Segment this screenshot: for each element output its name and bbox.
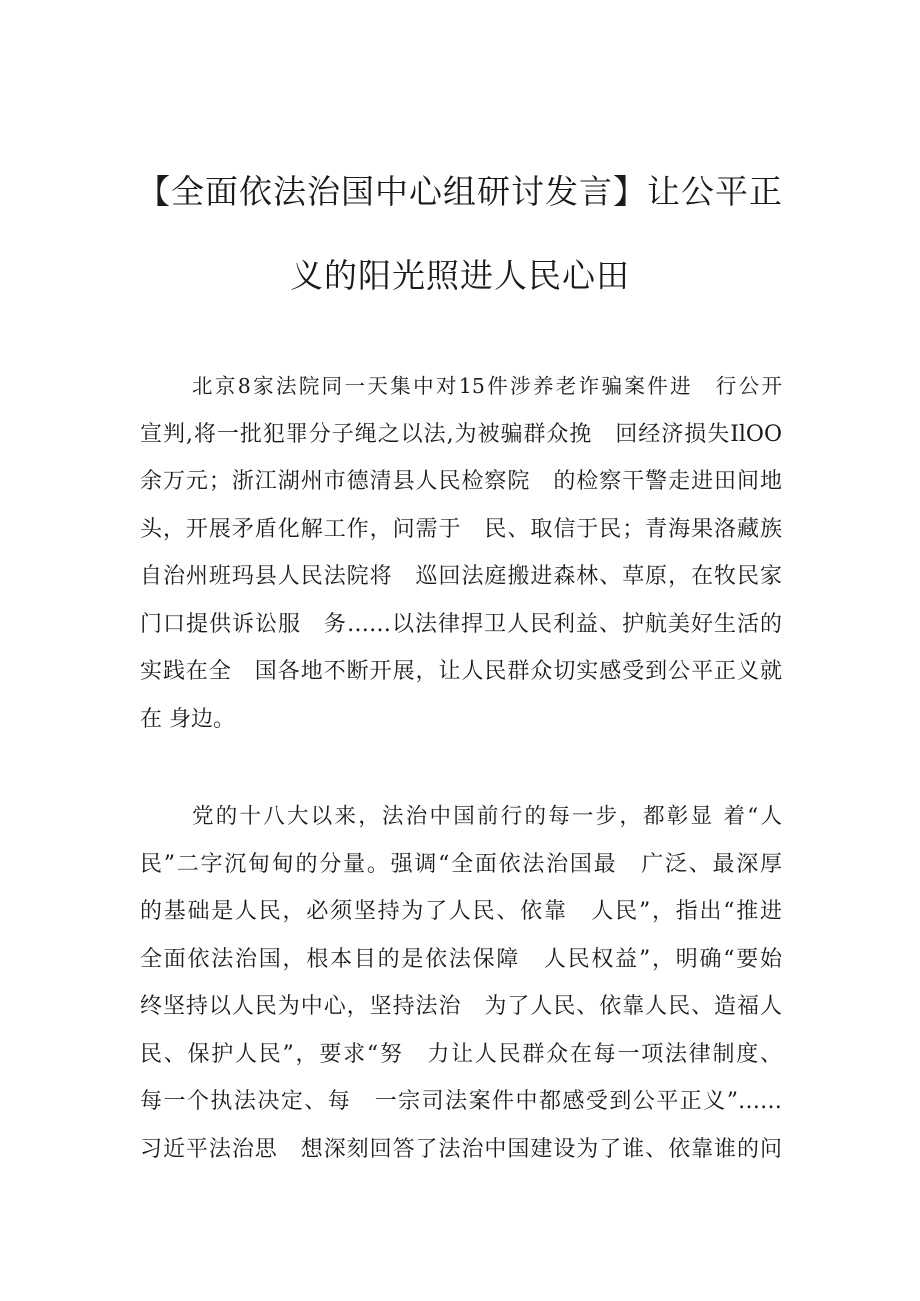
paragraph-2-line: 的基础是人民，必须坚持为了人民、依靠 人民”，指出“推进 xyxy=(140,899,782,924)
paragraph-1-line: 门口提供诉讼服 务……以法律捍卫人民利益、护航美好生活的 xyxy=(140,611,782,637)
paragraph-1-line: 余万元；浙江湖州市德清县人民检察院 的检察干警走进田间地 xyxy=(140,469,782,494)
paragraph-2-line: 党的十八大以来，法治中国前行的每一步，都彰显 着“人 xyxy=(192,804,782,829)
body-paragraph-2 xyxy=(140,793,782,1173)
paragraph-2-line: 终坚持以人民为中心，坚持法治 为了人民、依靠人民、造福人 xyxy=(140,994,782,1019)
paragraph-1-line: 实践在全 国各地不断开展，让人民群众切实感受到公平正义就 xyxy=(140,659,782,684)
paragraph-1-line: 宣判,将一批犯罪分子绳之以法,为被骗群众挽 回经济损失IlOO xyxy=(140,421,782,447)
paragraph-2-line: 全面依法治国，根本目的是依法保障 人民权益”，明确“要始 xyxy=(140,946,782,972)
document-title xyxy=(120,150,800,318)
document-title-line-2: 义的阳光照进人民心田 xyxy=(290,256,630,295)
paragraph-2-line: 习近平法治思 想深刻回答了法治中国建设为了谁、依靠谁的问 xyxy=(140,1136,782,1162)
paragraph-1-line: 北京8家法院同一天集中对15件涉养老诈骗案件进 行公开 xyxy=(192,374,782,398)
paragraph-2-line: 民、保护人民”，要求“努 力让人民群众在每一项法律制度、 xyxy=(140,1041,782,1067)
paragraph-2-line: 每一个执法决定、每 一宗司法案件中都感受到公平正义”…… xyxy=(140,1089,782,1114)
paragraph-1-line: 在 身边。 xyxy=(140,706,235,732)
paragraph-2-line: 民”二字沉甸甸的分量。强调“全面依法治国最 广泛、最深厚 xyxy=(140,851,782,877)
document-title-line-1: 【全面依法治国中心组研讨发言】让公平正 xyxy=(137,172,783,211)
body-paragraph-1 xyxy=(140,363,782,743)
paragraph-1-line: 头，开展矛盾化解工作，问需于 民、取信于民；青海果洛藏族 xyxy=(140,516,782,542)
paragraph-1-line: 自治州班玛县人民法院将 巡回法庭搬进森林、草原，在牧民家 xyxy=(140,564,782,589)
